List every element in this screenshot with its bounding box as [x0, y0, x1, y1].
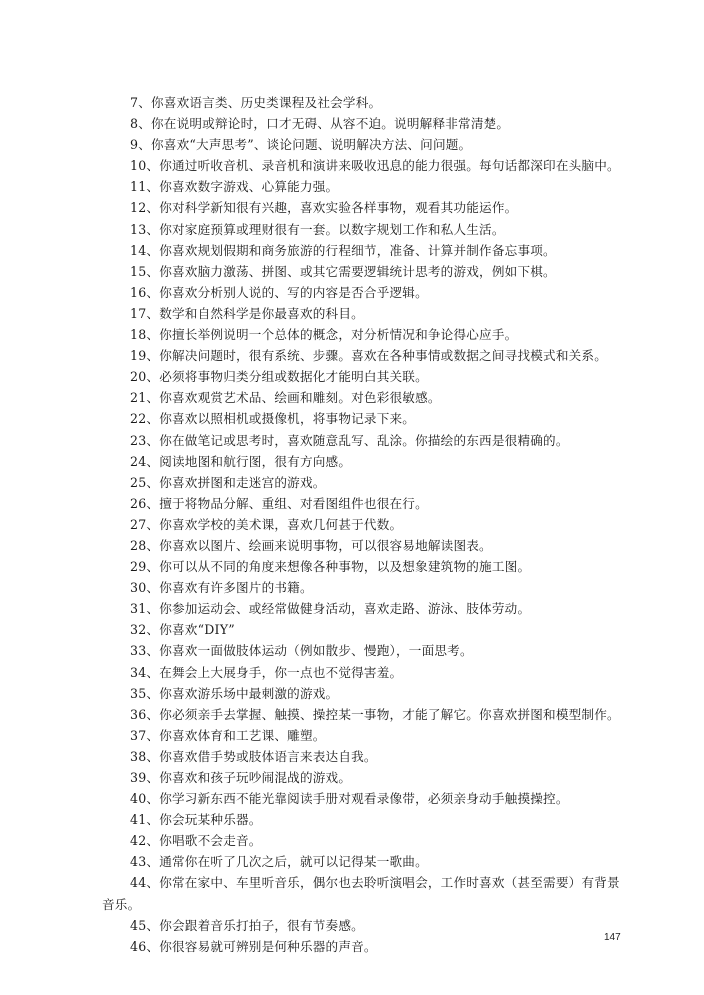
list-item: 38、你喜欢借手势或肢体语言来表达自我。 — [130, 748, 377, 764]
list-item: 45、你会跟着音乐打拍子，很有节奏感。 — [130, 917, 364, 933]
list-item: 15、你喜欢脑力激荡、拼图、或其它需要逻辑统计思考的游戏，例如下棋。 — [130, 263, 556, 279]
list-item: 44、你常在家中、车里听音乐，偶尔也去聆听演唱会，工作时喜欢（甚至需要）有背景音乐。 — [102, 875, 620, 912]
page-number: 147 — [604, 932, 621, 943]
list-item: 30、你喜欢有许多图片的书籍。 — [130, 580, 313, 596]
list-item: 28、你喜欢以图片、绘画来说明事物，可以很容易地解读图表。 — [130, 537, 492, 553]
list-item: 35、你喜欢游乐场中最刺激的游戏。 — [130, 685, 339, 701]
list-item: 41、你会玩某种乐器。 — [130, 812, 262, 828]
list-item: 40、你学习新东西不能光靠阅读手册对观看录像带，必须亲身动手触摸操控。 — [130, 791, 569, 807]
list-item: 26、擅于将物品分解、重组、对看图组件也很在行。 — [130, 495, 428, 511]
list-item: 22、你喜欢以照相机或摄像机，将事物记录下来。 — [130, 411, 416, 427]
list-item: 29、你可以从不同的角度来想像各种事物，以及想象建筑物的施工图。 — [130, 559, 531, 575]
list-item: 23、你在做笔记或思考时，喜欢随意乱写、乱涂。你描绘的东西是很精确的。 — [130, 432, 569, 448]
list-item: 34、在舞会上大展身手，你一点也不觉得害羞。 — [130, 664, 403, 680]
list-item: 10、你通过听收音机、录音机和演讲来吸收迅息的能力很强。每句话都深印在头脑中。 — [130, 158, 620, 174]
list-item: 17、数学和自然科学是你最喜欢的科目。 — [130, 305, 364, 321]
list-item: 19、你解决问题时，很有系统、步骤。喜欢在各种事情或数据之间寻找模式和关系。 — [130, 348, 607, 364]
list-item: 39、你喜欢和孩子玩吵闹混战的游戏。 — [130, 770, 352, 785]
list-item: 9、你喜欢“大声思考”、谈论问题、说明解决方法、问问题。 — [130, 137, 472, 153]
list-item: 27、你喜欢学校的美术课，喜欢几何甚于代数。 — [130, 516, 403, 532]
list-item: 8、你在说明或辩论时，口才无碍、从容不迫。说明解释非常清楚。 — [130, 116, 510, 132]
list-item: 20、必须将事物归类分组或数据化才能明白其关联。 — [130, 369, 428, 385]
list-item: 21、你喜欢观赏艺术品、绘画和雕刻。对色彩很敏感。 — [130, 390, 441, 406]
list-item: 37、你喜欢体育和工艺课、雕塑。 — [130, 727, 326, 743]
list-item: 14、你喜欢规划假期和商务旅游的行程细节，准备、计算并制作备忘事项。 — [130, 242, 556, 258]
list-item: 13、你对家庭预算或理财很有一套。以数字规划工作和私人生活。 — [130, 221, 505, 237]
list-item: 36、你必须亲手去掌握、触摸、操控某一事物，才能了解它。你喜欢拼图和模型制作。 — [130, 706, 620, 722]
list-item: 24、阅读地图和航行图，很有方向感。 — [130, 453, 352, 469]
list-item: 11、你喜欢数字游戏、心算能力强。 — [130, 179, 339, 195]
list-item: 12、你对科学新知很有兴趣，喜欢实验各样事物，观看其功能运作。 — [130, 200, 518, 216]
list-item: 7、你喜欢语言类、历史类课程及社会学科。 — [130, 95, 382, 110]
list-item: 18、你擅长举例说明一个总体的概念，对分析情况和争论得心应手。 — [130, 327, 518, 343]
list-item: 43、通常你在听了几次之后，就可以记得某一歌曲。 — [130, 854, 428, 870]
list-item: 25、你喜欢拼图和走迷宫的游戏。 — [130, 474, 326, 490]
list-item: 16、你喜欢分析别人说的、写的内容是否合乎逻辑。 — [130, 284, 428, 300]
list-item: 46、你很容易就可辨别是何种乐器的声音。 — [130, 938, 377, 954]
list-item: 33、你喜欢一面做肢体运动（例如散步、慢跑），一面思考。 — [130, 643, 473, 659]
list-item: 31、你参加运动会、或经常做健身活动，喜欢走路、游泳、肢体劳动。 — [130, 601, 531, 617]
document-body — [102, 92, 624, 957]
list-item: 32、你喜欢“DIY” — [130, 622, 235, 638]
list-item: 42、你唱歌不会走音。 — [130, 833, 262, 849]
